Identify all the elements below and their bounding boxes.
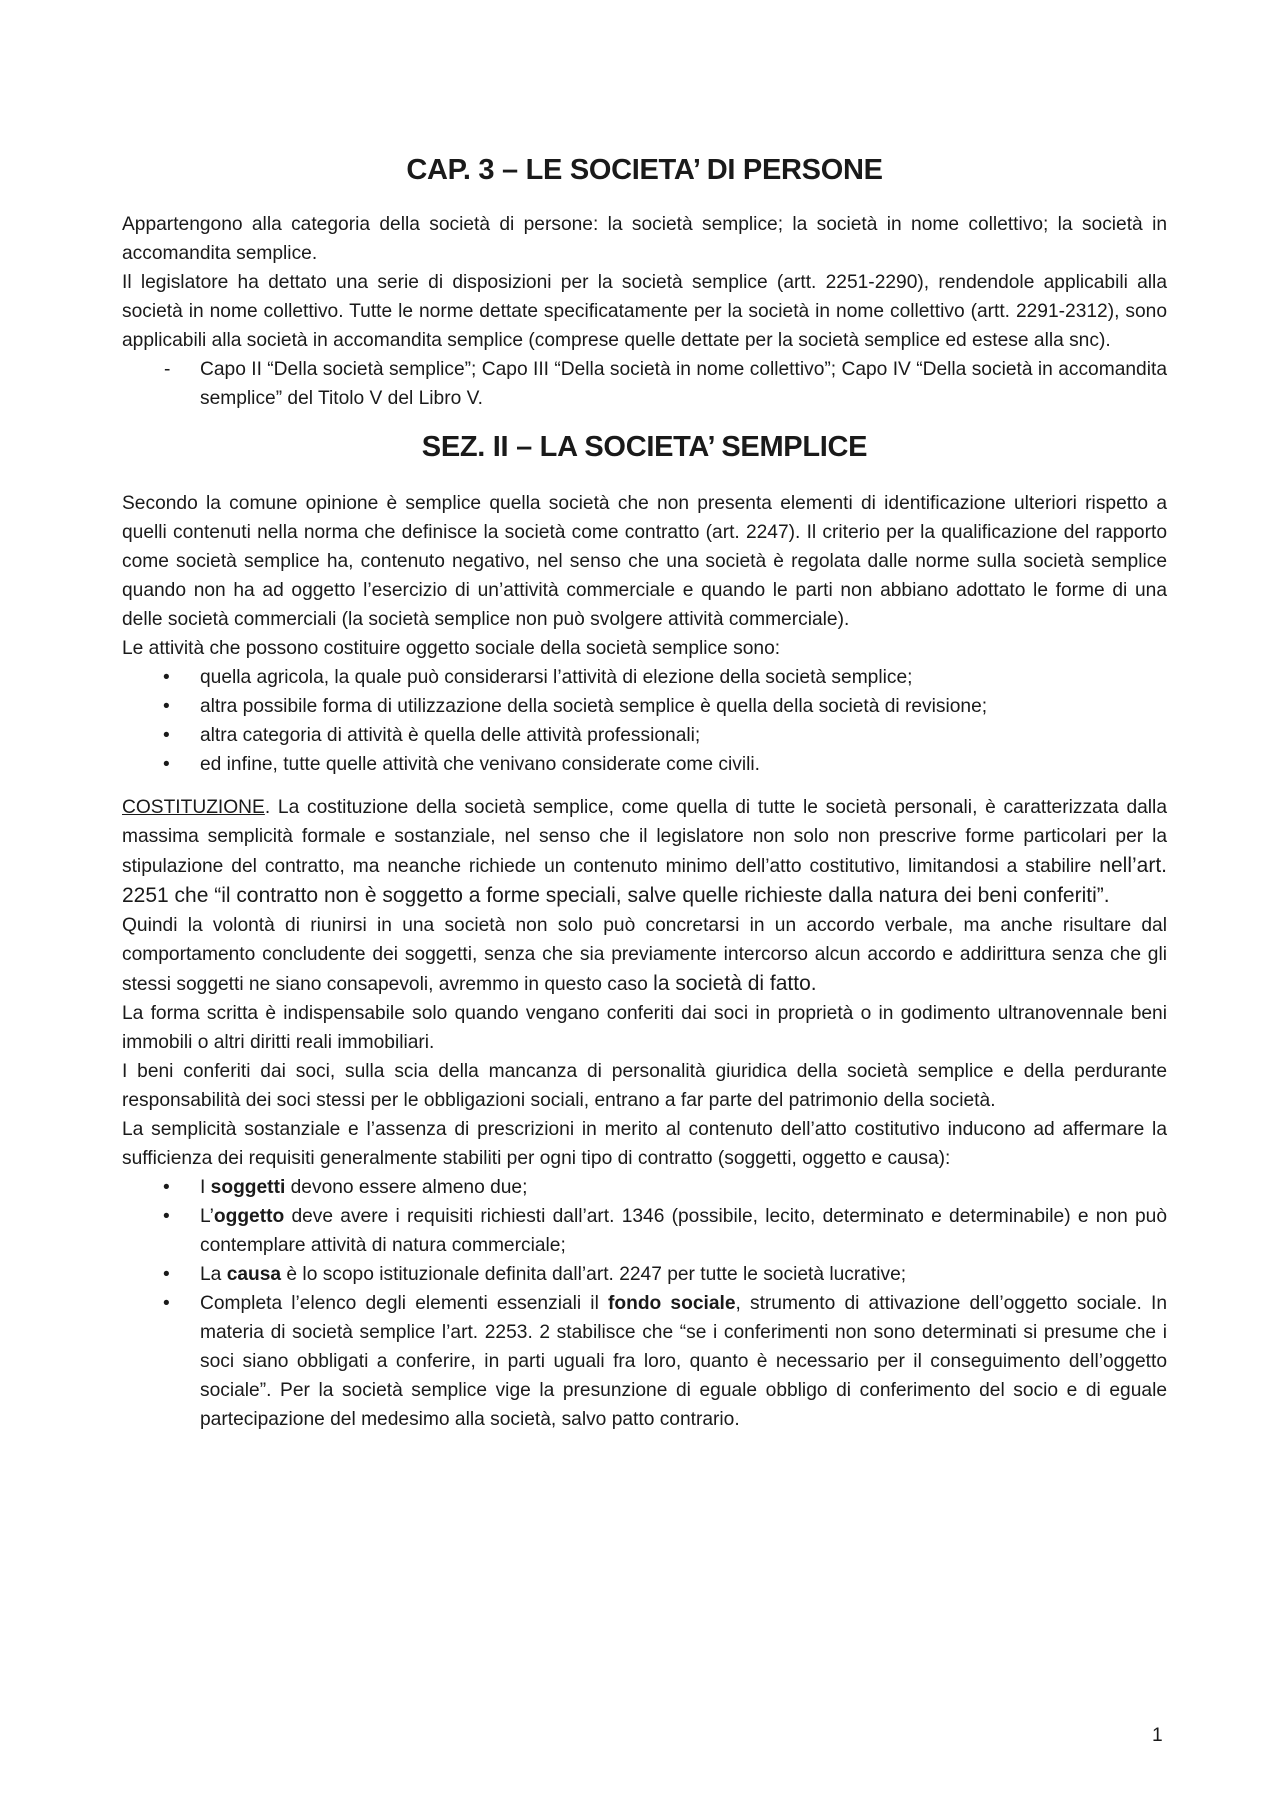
dash-item-text: Capo II “Della società semplice”; Capo III “Della società in nome collettivo”; Capo IV “Della società in accomandita semplice” del Titolo V del Libro V.	[200, 359, 1167, 409]
section-heading: SEZ. II – LA SOCIETA’ SEMPLICE	[421, 431, 868, 463]
costituzione-paragraph	[122, 793, 1167, 911]
elements-list	[122, 1173, 1167, 1434]
list-item	[122, 750, 1167, 779]
element-pre: Completa l’elenco degli elementi essenziali il	[200, 1293, 608, 1314]
bullet-marker: •	[163, 1177, 170, 1198]
chapter-heading: CAP. 3 – LE SOCIETA’ DI PERSONE	[406, 154, 883, 186]
activities-list	[122, 663, 1167, 779]
dash-list	[122, 355, 1167, 413]
list-item	[122, 1260, 1167, 1289]
dash-marker: -	[164, 359, 171, 380]
element-post: è lo scopo istituzionale definita dall’art. 2247 per tutte le società lucrative;	[281, 1264, 907, 1285]
bullet-marker: •	[163, 1206, 170, 1227]
volonta-text: Quindi la volontà di riunirsi in una società non solo può concretarsi in un accordo verbale, ma anche risultare dal comportamento concludente dei soggetti, senza che sia previamente intercorso alcun accordo e addirittura senza che gli stessi soggetti ne siano consapevoli, avremmo in questo caso	[122, 915, 1167, 995]
element-term: oggetto	[213, 1206, 285, 1227]
element-pre: La	[200, 1264, 227, 1285]
list-item-text: ed infine, tutte quelle attività che venivano considerate come civili.	[200, 754, 760, 775]
bullet-marker: •	[163, 667, 170, 688]
volonta-paragraph	[122, 911, 1167, 999]
list-item	[122, 663, 1167, 692]
page-number: 1	[1152, 1725, 1163, 1746]
list-item	[122, 1202, 1167, 1260]
element-post: deve avere i requisiti richiesti dall’art. 1346 (possibile, lecito, determinato e determinabile) e non può contemplare attività di natura commerciale;	[200, 1206, 1167, 1256]
list-item-text: altra categoria di attività è quella delle attività professionali;	[200, 725, 701, 746]
costituzione-quote: nell’art. 2251 che “il contratto non è soggetto a forme speciali, salve quelle richieste dalla natura dei beni conferiti”.	[122, 854, 1167, 907]
costituzione-text: . La costituzione della società semplice, come quella di tutte le società personali, è caratterizzata dalla massima semplicità formale e sostanziale, nel senso che il legislatore non solo non prescrive forme particolari per la stipulazione del contratto, ma neanche richiede un contenuto minimo dell’atto costitutivo, limitandosi a stabilire	[122, 797, 1167, 877]
bullet-marker: •	[163, 696, 170, 717]
element-pre: L’	[200, 1206, 214, 1227]
definition-paragraph: Secondo la comune opinione è semplice quella società che non presenta elementi di identificazione ulteriori rispetto a quelli contenuti nella norma che definisce la società come contratto (art. 2247). Il criterio per la qualificazione del rapporto come società semplice ha, contenuto negativo, nel senso che una società è regolata dalle norme sulla società semplice quando non ha ad oggetto l’esercizio di un’attività commerciale e quando le parti non abbiano adottato le forme di una delle società commerciali (la società semplice non può svolgere attività commerciale).	[122, 493, 1167, 630]
element-post: , strumento di attivazione dell’oggetto sociale. In materia di società semplice l’art. 2253. 2 stabilisce che “se i conferimenti non sono determinati si presume che i soci siano obbligati a conferire, in parti uguali fra loro, quanto è necessario per il conseguimento dell’oggetto sociale”. Per la società semplice vige la presunzione di eguale obbligo di conferimento del socio e di eguale partecipazione del medesimo alla società, salvo patto contrario.	[200, 1293, 1167, 1430]
list-item	[122, 1173, 1167, 1202]
societa-di-fatto: la società di fatto.	[653, 972, 817, 995]
list-item	[122, 692, 1167, 721]
bullet-marker: •	[163, 1293, 170, 1314]
beni-conferiti-paragraph: I beni conferiti dai soci, sulla scia della mancanza di personalità giuridica della società semplice e della perdurante responsabilità dei soci stessi per le obbligazioni sociali, entrano a far parte del patrimonio della società.	[122, 1061, 1167, 1111]
list-item	[122, 1289, 1167, 1434]
element-post: devono essere almeno due;	[285, 1177, 528, 1198]
element-pre: I	[200, 1177, 211, 1198]
costituzione-label: COSTITUZIONE	[122, 797, 265, 818]
list-item	[122, 721, 1167, 750]
list-item-text: altra possibile forma di utilizzazione della società semplice è quella della società di revisione;	[200, 696, 988, 717]
intro-paragraph: Appartengono alla categoria della società di persone: la società semplice; la società in nome collettivo; la società in accomandita semplice.	[122, 214, 1167, 264]
dash-list-item	[122, 355, 1167, 413]
document-page	[122, 150, 1167, 1434]
element-term: soggetti	[210, 1177, 286, 1198]
element-term: fondo sociale	[608, 1293, 736, 1314]
forma-scritta-paragraph: La forma scritta è indispensabile solo quando vengano conferiti dai soci in proprietà o in godimento ultranovennale beni immobili o altri diritti reali immobiliari.	[122, 1003, 1167, 1053]
bullet-marker: •	[163, 1264, 170, 1285]
bullet-marker: •	[163, 725, 170, 746]
element-term: causa	[226, 1264, 282, 1285]
legislator-paragraph: Il legislatore ha dettato una serie di disposizioni per la società semplice (artt. 2251-2290), rendendole applicabili alla società in nome collettivo. Tutte le norme dettate specificatamente per la società in nome collettivo (artt. 2291-2312), sono applicabili alla società in accomandita semplice (comprese quelle dettate per la società semplice ed estese alla snc).	[122, 272, 1167, 351]
list-item-text: quella agricola, la quale può considerarsi l’attività di elezione della società semplice;	[200, 667, 913, 688]
semplicita-paragraph: La semplicità sostanziale e l’assenza di prescrizioni in merito al contenuto dell’atto costitutivo inducono ad affermare la sufficienza dei requisiti generalmente stabiliti per ogni tipo di contratto (soggetti, oggetto e causa):	[122, 1119, 1167, 1169]
bullet-marker: •	[163, 754, 170, 775]
activities-intro: Le attività che possono costituire oggetto sociale della società semplice sono:	[122, 638, 781, 659]
